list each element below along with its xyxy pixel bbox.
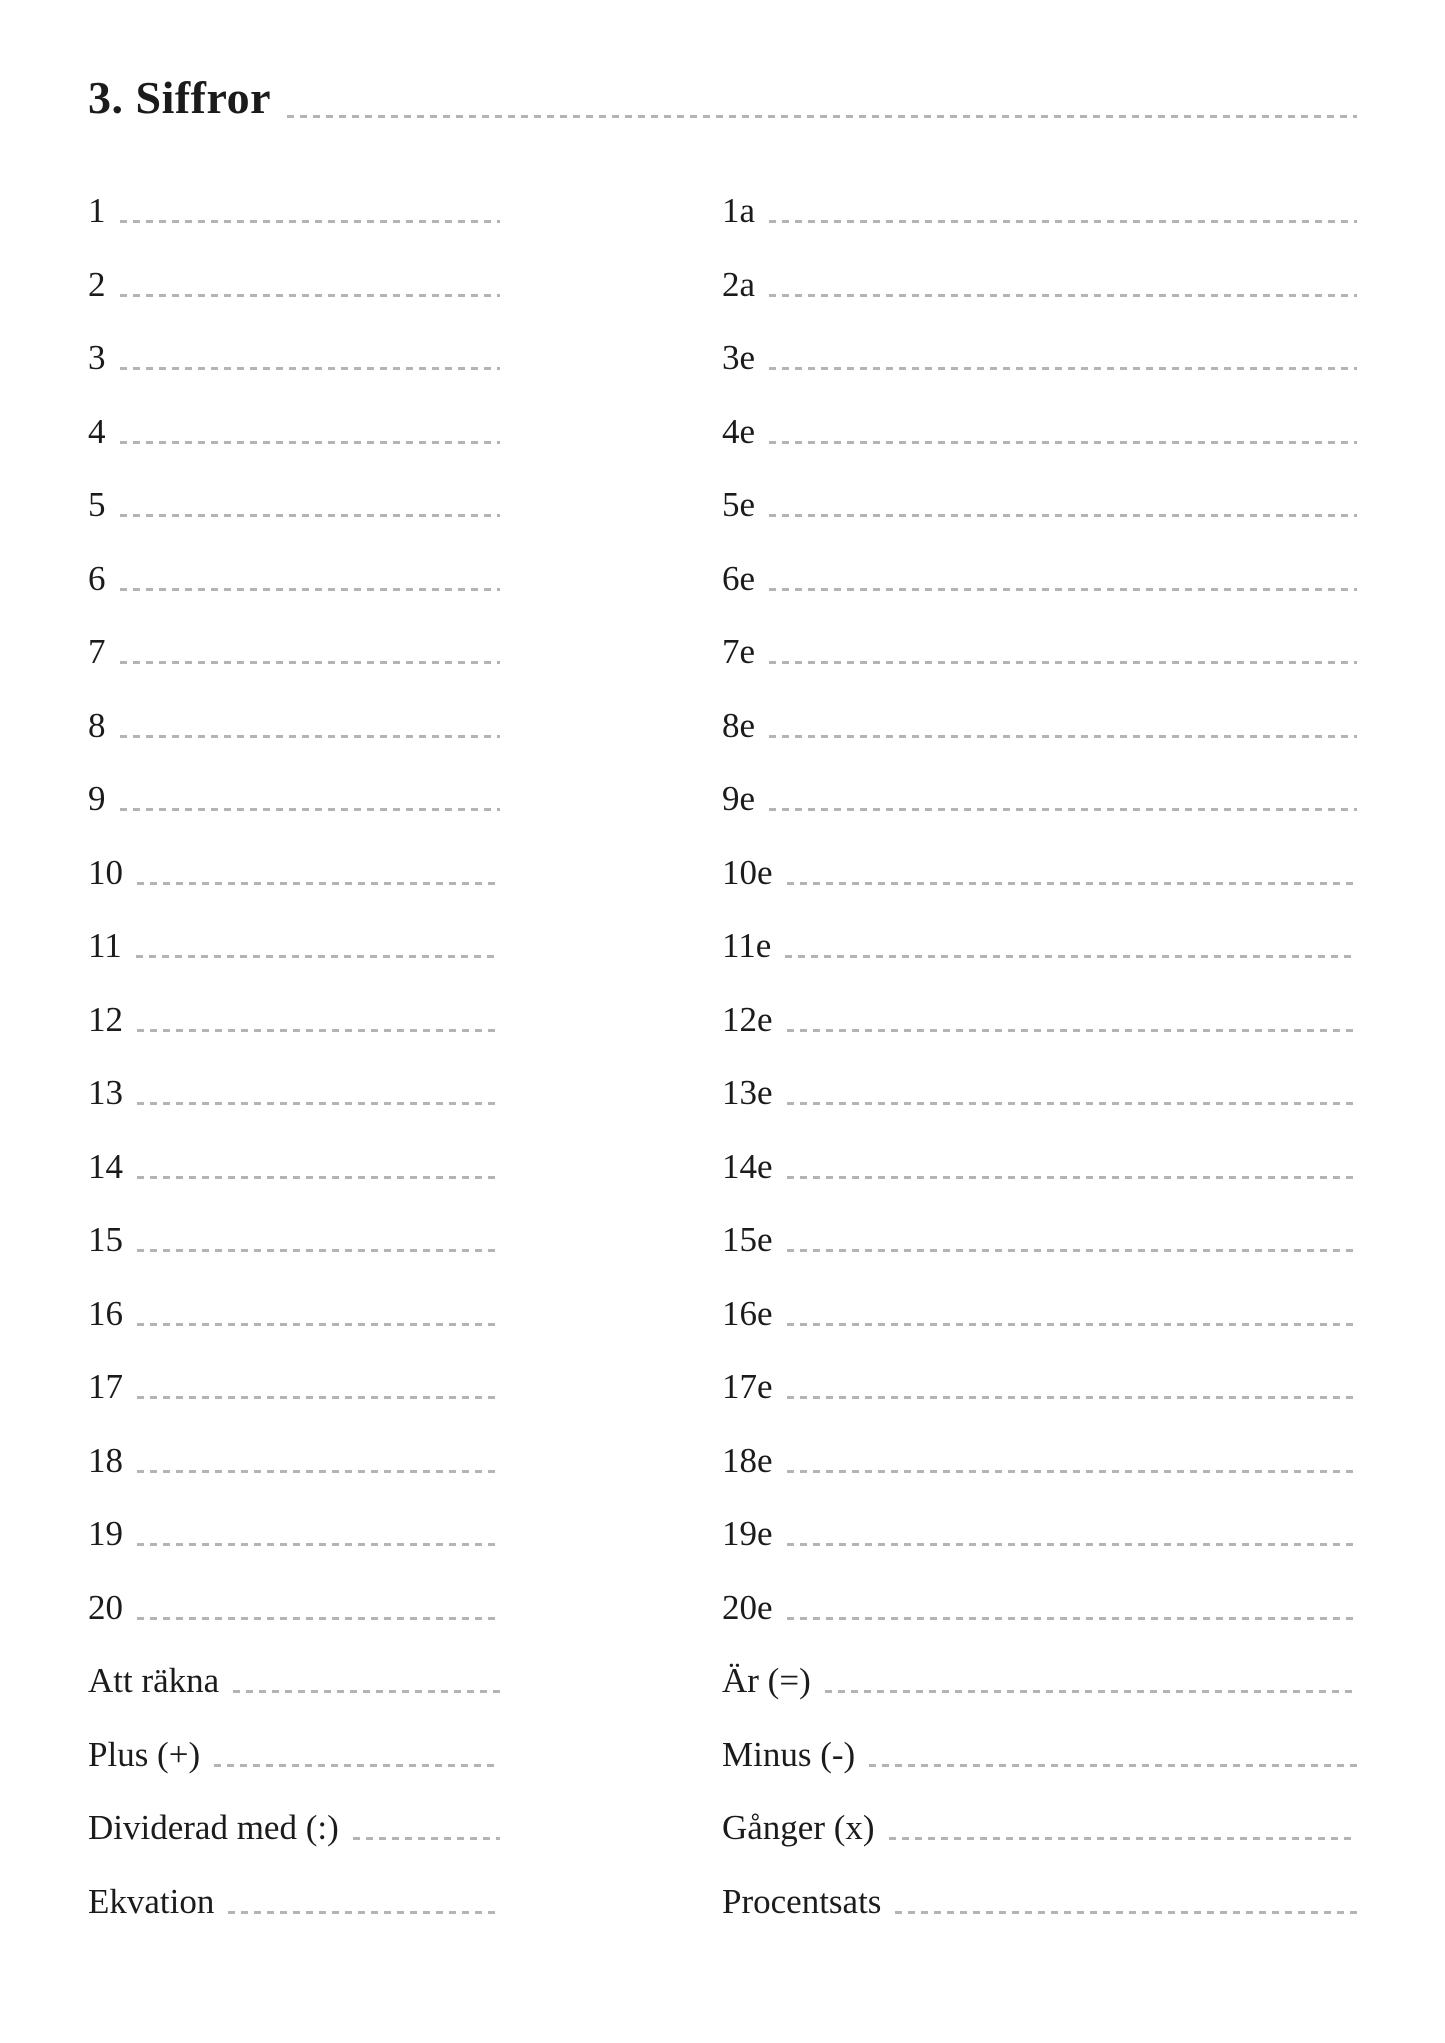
row-label: Är (=) — [722, 1661, 811, 1701]
fill-in-dotted-line — [137, 882, 500, 885]
worksheet-row — [88, 1570, 500, 1644]
worksheet-row — [722, 1497, 1357, 1571]
worksheet-row — [722, 541, 1357, 615]
fill-in-dotted-line — [137, 1323, 500, 1326]
worksheet-row — [722, 468, 1357, 542]
fill-in-dotted-line — [120, 808, 501, 811]
worksheet-row — [722, 1644, 1357, 1718]
row-label: 7e — [722, 632, 756, 672]
worksheet-row — [88, 321, 500, 395]
row-label: 2 — [88, 264, 106, 304]
fill-in-dotted-line — [137, 1617, 500, 1620]
fill-in-dotted-line — [137, 1470, 500, 1473]
fill-in-dotted-line — [787, 1396, 1357, 1399]
row-label: 18 — [88, 1440, 123, 1480]
worksheet-row — [88, 835, 500, 909]
worksheet-row — [722, 1864, 1357, 1938]
row-label: Gånger (x) — [722, 1808, 875, 1848]
row-label: 12 — [88, 999, 123, 1039]
fill-in-dotted-line — [787, 882, 1357, 885]
fill-in-dotted-line — [769, 220, 1357, 223]
fill-in-dotted-line — [787, 1249, 1357, 1252]
worksheet-row — [722, 1276, 1357, 1350]
worksheet-row — [88, 1129, 500, 1203]
fill-in-dotted-line — [137, 1176, 500, 1179]
worksheet-columns — [88, 174, 1357, 1938]
fill-in-dotted-line — [120, 294, 501, 297]
fill-in-dotted-line — [769, 514, 1357, 517]
row-label: 19 — [88, 1514, 123, 1554]
right-column — [722, 174, 1357, 1938]
worksheet-row — [88, 982, 500, 1056]
worksheet-row — [88, 541, 500, 615]
fill-in-dotted-line — [137, 1396, 500, 1399]
worksheet-row — [722, 394, 1357, 468]
row-label: 11 — [88, 926, 122, 966]
fill-in-dotted-line — [120, 735, 501, 738]
fill-in-dotted-line — [787, 1323, 1357, 1326]
fill-in-dotted-line — [228, 1911, 500, 1914]
row-label: Dividerad med (:) — [88, 1808, 339, 1848]
fill-in-dotted-line — [214, 1764, 500, 1767]
row-label: 14 — [88, 1146, 123, 1186]
worksheet-row — [722, 615, 1357, 689]
fill-in-dotted-line — [787, 1029, 1357, 1032]
row-label: 19e — [722, 1514, 773, 1554]
worksheet-row — [88, 1497, 500, 1571]
row-label: 17 — [88, 1367, 123, 1407]
row-label: 11e — [722, 926, 772, 966]
fill-in-dotted-line — [769, 367, 1357, 370]
worksheet-row — [88, 1717, 500, 1791]
row-label: 15e — [722, 1220, 773, 1260]
row-label: 1a — [722, 191, 756, 231]
page-title: 3. Siffror — [88, 72, 272, 123]
fill-in-dotted-line — [889, 1837, 1357, 1840]
worksheet-row — [722, 1423, 1357, 1497]
worksheet-row — [88, 1864, 500, 1938]
fill-in-dotted-line — [136, 955, 500, 958]
fill-in-dotted-line — [137, 1543, 500, 1546]
row-label: 4e — [722, 411, 756, 451]
row-label: Ekvation — [88, 1881, 215, 1921]
row-label: Plus (+) — [88, 1734, 201, 1774]
worksheet-row — [722, 982, 1357, 1056]
worksheet-row — [88, 247, 500, 321]
row-label: 4 — [88, 411, 106, 451]
row-label: 14e — [722, 1146, 773, 1186]
row-label: 15 — [88, 1220, 123, 1260]
fill-in-dotted-line — [769, 588, 1357, 591]
fill-in-dotted-line — [785, 955, 1357, 958]
row-label: Minus (-) — [722, 1734, 856, 1774]
row-label: 5e — [722, 485, 756, 525]
row-label: 13 — [88, 1073, 123, 1113]
fill-in-dotted-line — [137, 1249, 500, 1252]
fill-in-dotted-line — [787, 1543, 1357, 1546]
worksheet-row — [88, 1423, 500, 1497]
fill-in-dotted-line — [120, 588, 501, 591]
worksheet-row — [88, 688, 500, 762]
row-label: 18e — [722, 1440, 773, 1480]
row-label: 17e — [722, 1367, 773, 1407]
worksheet-row — [88, 1644, 500, 1718]
worksheet-row — [722, 1717, 1357, 1791]
fill-in-dotted-line — [120, 367, 501, 370]
worksheet-row — [88, 909, 500, 983]
fill-in-dotted-line — [769, 808, 1357, 811]
fill-in-dotted-line — [787, 1617, 1357, 1620]
row-label: 7 — [88, 632, 106, 672]
worksheet-row — [722, 762, 1357, 836]
worksheet-row — [88, 1350, 500, 1424]
worksheet-row — [722, 835, 1357, 909]
fill-in-dotted-line — [769, 441, 1357, 444]
fill-in-dotted-line — [787, 1102, 1357, 1105]
worksheet-row — [722, 1129, 1357, 1203]
row-label: Att räkna — [88, 1661, 220, 1701]
row-label: 20 — [88, 1587, 123, 1627]
row-label: 10e — [722, 852, 773, 892]
row-label: 6e — [722, 558, 756, 598]
worksheet-row — [88, 1056, 500, 1130]
row-label: 5 — [88, 485, 106, 525]
row-label: 8 — [88, 705, 106, 745]
fill-in-dotted-line — [137, 1102, 500, 1105]
fill-in-dotted-line — [353, 1837, 500, 1840]
worksheet-row — [722, 909, 1357, 983]
fill-in-dotted-line — [825, 1690, 1357, 1693]
title-dotted-line — [287, 115, 1357, 118]
row-label: 13e — [722, 1073, 773, 1113]
worksheet-row — [722, 688, 1357, 762]
row-label: 6 — [88, 558, 106, 598]
fill-in-dotted-line — [120, 220, 501, 223]
fill-in-dotted-line — [137, 1029, 500, 1032]
worksheet-row — [722, 1350, 1357, 1424]
worksheet-row — [88, 1276, 500, 1350]
worksheet-row — [722, 1203, 1357, 1277]
worksheet-row — [722, 174, 1357, 248]
row-label: 3 — [88, 338, 106, 378]
worksheet-row — [88, 615, 500, 689]
row-label: 8e — [722, 705, 756, 745]
row-label: 16 — [88, 1293, 123, 1333]
fill-in-dotted-line — [769, 661, 1357, 664]
fill-in-dotted-line — [120, 441, 501, 444]
row-label: 1 — [88, 191, 106, 231]
worksheet-row — [722, 247, 1357, 321]
worksheet-row — [88, 1203, 500, 1277]
row-label: Procentsats — [722, 1881, 882, 1921]
worksheet-row — [722, 321, 1357, 395]
worksheet-row — [722, 1570, 1357, 1644]
fill-in-dotted-line — [787, 1470, 1357, 1473]
left-column — [88, 174, 500, 1938]
fill-in-dotted-line — [120, 661, 501, 664]
section-header — [88, 0, 1357, 125]
worksheet-row — [722, 1056, 1357, 1130]
row-label: 9e — [722, 779, 756, 819]
fill-in-dotted-line — [869, 1764, 1357, 1767]
worksheet-row — [88, 468, 500, 542]
row-label: 20e — [722, 1587, 773, 1627]
worksheet-row — [88, 1791, 500, 1865]
fill-in-dotted-line — [769, 294, 1357, 297]
row-label: 12e — [722, 999, 773, 1039]
fill-in-dotted-line — [233, 1690, 500, 1693]
fill-in-dotted-line — [787, 1176, 1357, 1179]
column-gap — [500, 174, 722, 1938]
row-label: 2a — [722, 264, 756, 304]
fill-in-dotted-line — [895, 1911, 1357, 1914]
fill-in-dotted-line — [769, 735, 1357, 738]
fill-in-dotted-line — [120, 514, 501, 517]
worksheet-row — [88, 394, 500, 468]
row-label: 16e — [722, 1293, 773, 1333]
worksheet-row — [88, 174, 500, 248]
row-label: 3e — [722, 338, 756, 378]
worksheet-row — [722, 1791, 1357, 1865]
row-label: 9 — [88, 779, 106, 819]
row-label: 10 — [88, 852, 123, 892]
worksheet-row — [88, 762, 500, 836]
